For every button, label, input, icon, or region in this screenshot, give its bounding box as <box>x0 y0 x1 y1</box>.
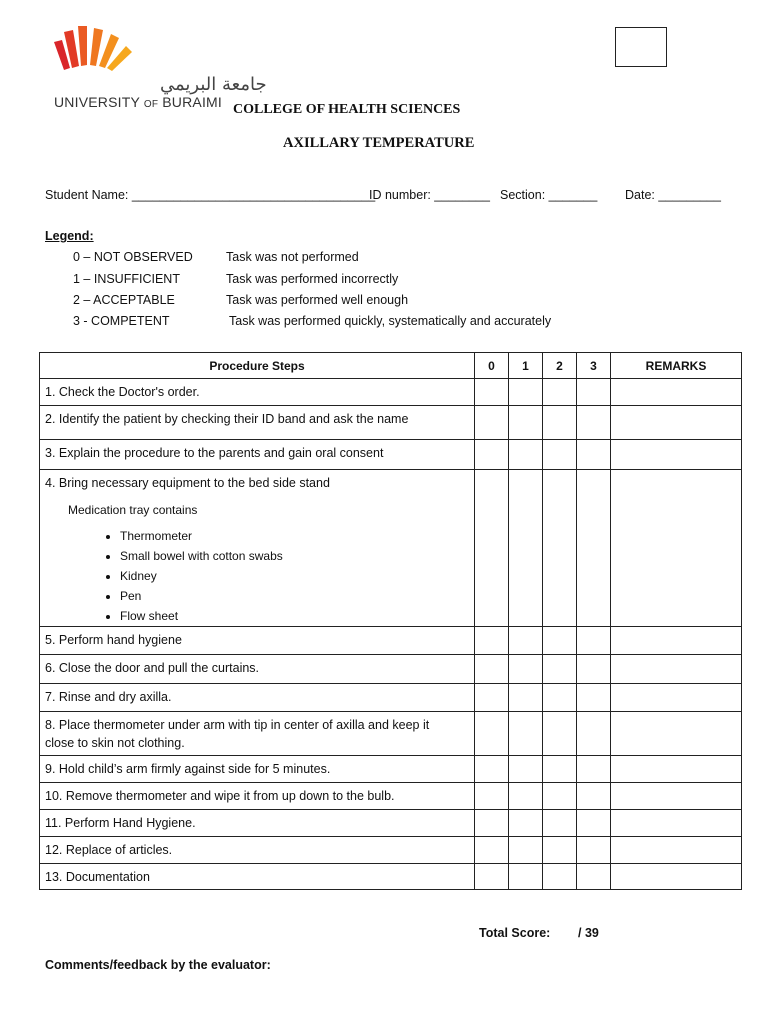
score-cell-3[interactable] <box>577 406 611 440</box>
date-field[interactable]: Date: _________ <box>625 188 721 202</box>
remarks-cell[interactable] <box>611 864 742 890</box>
table-row <box>40 756 742 783</box>
table-header-row <box>40 353 742 379</box>
remarks-cell[interactable] <box>611 655 742 684</box>
table-row <box>40 440 742 470</box>
score-cell-1[interactable] <box>509 470 543 627</box>
score-cell-3[interactable] <box>577 837 611 864</box>
score-cell-0[interactable] <box>475 837 509 864</box>
score-cell-1[interactable] <box>509 627 543 655</box>
table-row <box>40 837 742 864</box>
score-cell-2[interactable] <box>543 627 577 655</box>
remarks-cell[interactable] <box>611 379 742 406</box>
legend-desc: Task was not performed <box>226 250 359 264</box>
score-cell-2[interactable] <box>543 810 577 837</box>
legend-desc: Task was performed well enough <box>226 293 409 307</box>
header-score-0: 0 <box>475 353 509 379</box>
legend-title: Legend: <box>45 229 94 243</box>
score-cell-2[interactable] <box>543 379 577 406</box>
score-cell-0[interactable] <box>475 810 509 837</box>
legend-code: 1 – INSUFFICIENT <box>73 272 180 286</box>
score-cell-2[interactable] <box>543 712 577 756</box>
step-text: 7. Rinse and dry axilla. <box>45 690 172 704</box>
score-cell-3[interactable] <box>577 810 611 837</box>
table-row <box>40 655 742 684</box>
score-cell-0[interactable] <box>475 440 509 470</box>
table-row <box>40 810 742 837</box>
score-cell-1[interactable] <box>509 810 543 837</box>
step-text: 2. Identify the patient by checking their ID band and ask the name <box>45 412 409 426</box>
page-title: AXILLARY TEMPERATURE <box>283 135 475 151</box>
table-row <box>40 627 742 655</box>
remarks-cell[interactable] <box>611 406 742 440</box>
score-cell-3[interactable] <box>577 684 611 712</box>
table-row <box>40 712 742 756</box>
remarks-cell[interactable] <box>611 470 742 627</box>
step-text: 4. Bring necessary equipment to the bed side stand <box>45 476 330 490</box>
score-cell-1[interactable] <box>509 655 543 684</box>
score-cell-3[interactable] <box>577 379 611 406</box>
score-cell-3[interactable] <box>577 712 611 756</box>
score-cell-1[interactable] <box>509 837 543 864</box>
list-item: • Thermometer <box>120 526 474 546</box>
university-logo <box>50 22 267 114</box>
step-text: 3. Explain the procedure to the parents and gain oral consent <box>45 446 384 460</box>
score-cell-1[interactable] <box>509 712 543 756</box>
sunburst-logo-icon <box>50 22 160 74</box>
logo-english-text: UNIVERSITY OF BURAIMI <box>54 94 222 110</box>
score-cell-0[interactable] <box>475 406 509 440</box>
header-score-3: 3 <box>577 353 611 379</box>
remarks-cell[interactable] <box>611 627 742 655</box>
score-cell-3[interactable] <box>577 864 611 890</box>
score-cell-3[interactable] <box>577 440 611 470</box>
id-number-field[interactable]: ID number: ________ <box>369 188 490 202</box>
total-score-label: Total Score: <box>479 926 551 940</box>
comments-label: Comments/feedback by the evaluator: <box>45 958 271 972</box>
student-name-field[interactable]: Student Name: ___________________________________ <box>45 188 376 202</box>
table-row <box>40 379 742 406</box>
header-score-1: 1 <box>509 353 543 379</box>
remarks-cell[interactable] <box>611 712 742 756</box>
step-text: 11. Perform Hand Hygiene. <box>45 816 196 830</box>
table-row <box>40 470 742 627</box>
score-cell-0[interactable] <box>475 655 509 684</box>
header-remarks: REMARKS <box>611 353 742 379</box>
list-item: • Kidney <box>120 566 474 586</box>
step-text: 1. Check the Doctor's order. <box>45 385 200 399</box>
score-cell-2[interactable] <box>543 684 577 712</box>
remarks-cell[interactable] <box>611 440 742 470</box>
score-cell-1[interactable] <box>509 684 543 712</box>
step-text: 13. Documentation <box>45 870 150 884</box>
score-cell-1[interactable] <box>509 379 543 406</box>
table-row <box>40 864 742 890</box>
score-cell-0[interactable] <box>475 470 509 627</box>
score-cell-3[interactable] <box>577 627 611 655</box>
header-procedure-steps: Procedure Steps <box>40 353 475 379</box>
table-row <box>40 783 742 810</box>
remarks-cell[interactable] <box>611 783 742 810</box>
score-cell-0[interactable] <box>475 864 509 890</box>
score-cell-2[interactable] <box>543 756 577 783</box>
remarks-cell[interactable] <box>611 684 742 712</box>
logo-arabic-text: جامعة البريمي <box>160 74 267 95</box>
table-row <box>40 684 742 712</box>
remarks-cell[interactable] <box>611 810 742 837</box>
score-cell-0[interactable] <box>475 684 509 712</box>
score-cell-2[interactable] <box>543 864 577 890</box>
legend-code: 2 – ACCEPTABLE <box>73 293 175 307</box>
score-cell-3[interactable] <box>577 655 611 684</box>
section-field[interactable]: Section: _______ <box>500 188 598 202</box>
tray-label: Medication tray contains <box>68 503 198 517</box>
score-cell-1[interactable] <box>509 756 543 783</box>
score-cell-0[interactable] <box>475 627 509 655</box>
score-cell-1[interactable] <box>509 406 543 440</box>
score-cell-0[interactable] <box>475 756 509 783</box>
legend-code: 3 - COMPETENT <box>73 314 170 328</box>
list-item: • Small bowel with cotton swabs <box>120 546 474 566</box>
legend-desc: Task was performed quickly, systematically and accurately <box>229 314 552 328</box>
header-score-2: 2 <box>543 353 577 379</box>
score-cell-3[interactable] <box>577 756 611 783</box>
table-row <box>40 406 742 440</box>
step-text: 5. Perform hand hygiene <box>45 633 182 647</box>
list-item: • Flow sheet <box>120 606 474 626</box>
score-cell-2[interactable] <box>543 837 577 864</box>
legend-desc: Task was performed incorrectly <box>226 272 399 286</box>
score-cell-2[interactable] <box>543 783 577 810</box>
step-text: 12. Replace of articles. <box>45 843 173 857</box>
list-item: • Pen <box>120 586 474 606</box>
legend-code: 0 – NOT OBSERVED <box>73 250 193 264</box>
step-text: 10. Remove thermometer and wipe it from up down to the bulb. <box>45 789 395 803</box>
score-cell-2[interactable] <box>543 440 577 470</box>
remarks-cell[interactable] <box>611 756 742 783</box>
score-cell-1[interactable] <box>509 864 543 890</box>
score-box <box>615 27 667 67</box>
equipment-list <box>40 526 474 626</box>
score-cell-0[interactable] <box>475 379 509 406</box>
step-text: 9. Hold child’s arm firmly against side for 5 minutes. <box>45 762 331 776</box>
score-cell-2[interactable] <box>543 655 577 684</box>
college-title: COLLEGE OF HEALTH SCIENCES <box>233 102 461 117</box>
step-text: 6. Close the door and pull the curtains. <box>45 661 260 675</box>
score-cell-2[interactable] <box>543 470 577 627</box>
score-cell-1[interactable] <box>509 440 543 470</box>
score-cell-2[interactable] <box>543 406 577 440</box>
score-cell-3[interactable] <box>577 783 611 810</box>
score-cell-1[interactable] <box>509 783 543 810</box>
step-text: 8. Place thermometer under arm with tip in center of axilla and keep it close to skin not clothing. <box>45 718 430 750</box>
total-score-value[interactable]: / 39 <box>578 926 599 940</box>
score-cell-0[interactable] <box>475 783 509 810</box>
remarks-cell[interactable] <box>611 837 742 864</box>
score-cell-3[interactable] <box>577 470 611 627</box>
procedure-table <box>39 352 742 890</box>
score-cell-0[interactable] <box>475 712 509 756</box>
